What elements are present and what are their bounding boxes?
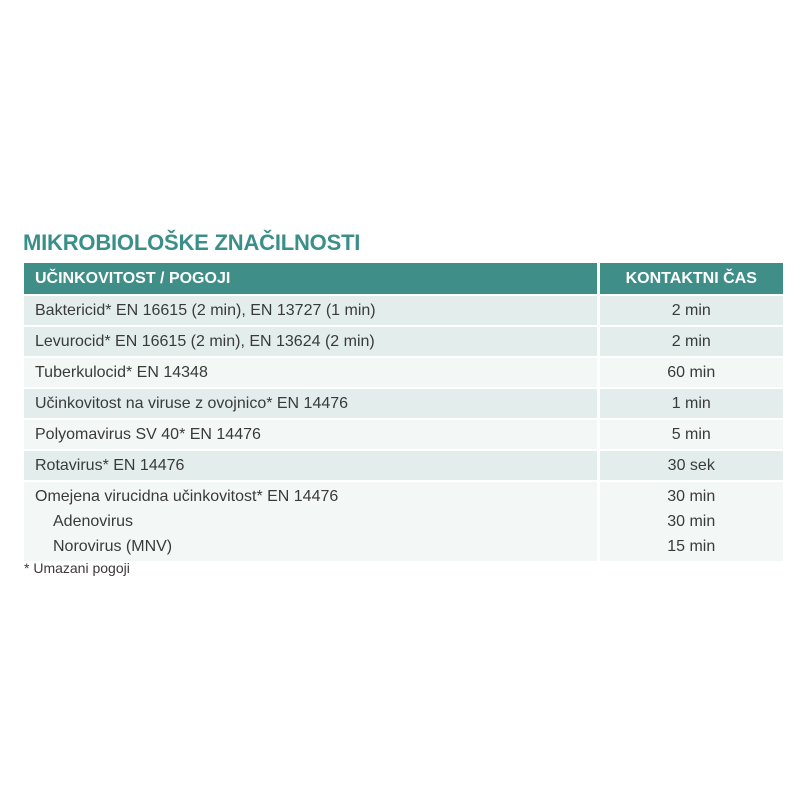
contact-time-cell	[598, 481, 783, 561]
page-title: MIKROBIOLOŠKE ZNAČILNOSTI	[23, 230, 361, 255]
condition-cell: Učinkovitost na viruse z ovojnico* EN 14476	[24, 388, 598, 419]
condition-cell: Levurocid* EN 16615 (2 min), EN 13624 (2 min)	[24, 326, 598, 357]
microbiological-properties-table	[24, 263, 783, 561]
column-header-contact-time: KONTAKTNI ČAS	[598, 263, 783, 295]
group-condition-label: Omejena virucidna učinkovitost* EN 14476	[35, 488, 339, 505]
sub-condition-label: Norovirus (MNV)	[53, 538, 173, 555]
condition-cell: Polyomavirus SV 40* EN 14476	[24, 419, 598, 450]
sub-time-value: 15 min	[667, 538, 716, 555]
table-row	[24, 388, 783, 419]
contact-time-cell: 5 min	[598, 419, 783, 450]
table-row-group	[24, 481, 783, 561]
condition-cell: Tuberkulocid* EN 14348	[24, 357, 598, 388]
table-row	[24, 326, 783, 357]
contact-time-cell: 30 sek	[598, 450, 783, 481]
table-row	[24, 357, 783, 388]
contact-time-cell: 2 min	[598, 326, 783, 357]
sub-time-value: 30 min	[667, 513, 716, 530]
table-row	[24, 295, 783, 326]
contact-time-cell: 2 min	[598, 295, 783, 326]
sub-condition-label: Adenovirus	[53, 513, 134, 530]
condition-cell: Baktericid* EN 16615 (2 min), EN 13727 (1 min)	[24, 295, 598, 326]
contact-time-cell: 60 min	[598, 357, 783, 388]
column-header-condition: UČINKOVITOST / POGOJI	[24, 263, 598, 295]
footnote: * Umazani pogoji	[24, 560, 130, 576]
table-row	[24, 419, 783, 450]
condition-cell: Rotavirus* EN 14476	[24, 450, 598, 481]
group-time-value: 30 min	[667, 488, 716, 505]
table-row	[24, 450, 783, 481]
table-header-row	[24, 263, 783, 295]
condition-cell	[24, 481, 598, 561]
contact-time-cell: 1 min	[598, 388, 783, 419]
